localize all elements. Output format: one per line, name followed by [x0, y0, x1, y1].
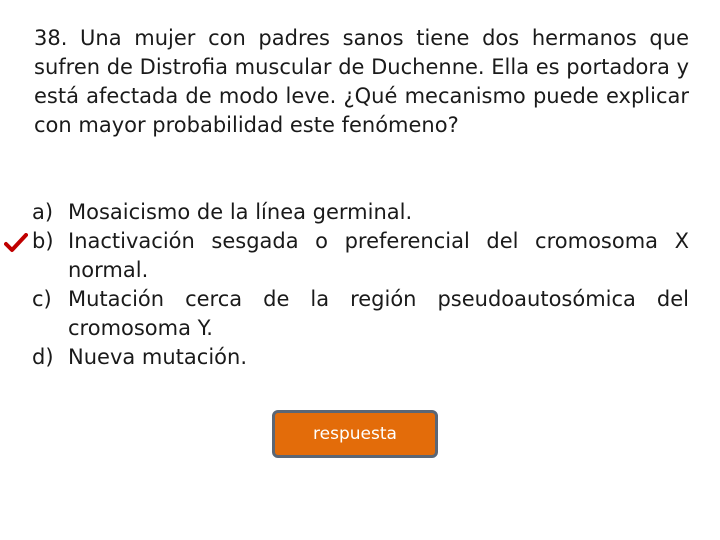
option-text: Inactivación sesgada o preferencial del cromosoma X normal. — [68, 229, 689, 282]
option-letter: d) — [32, 345, 54, 369]
option-text: Mutación cerca de la región pseudoautosómica del cromosoma Y. — [68, 287, 689, 340]
question-text: 38. Una mujer con padres sanos tiene dos hermanos que sufren de Distrofia muscular de Duchenne. Ella es portadora y está afectada de modo leve. ¿Qué mecanismo puede explicar con mayor probabilidad este fenómeno? — [34, 26, 689, 137]
option-d — [32, 343, 689, 372]
option-c — [32, 285, 689, 343]
answer-options — [32, 198, 689, 372]
option-b — [32, 227, 689, 285]
option-a — [32, 198, 689, 227]
checkmark-icon — [4, 233, 28, 253]
answer-button[interactable]: respuesta — [272, 410, 438, 458]
option-text: Nueva mutación. — [68, 345, 247, 369]
option-letter: b) — [32, 229, 54, 253]
option-letter: c) — [32, 287, 52, 311]
option-text: Mosaicismo de la línea germinal. — [68, 200, 413, 224]
option-letter: a) — [32, 200, 54, 224]
